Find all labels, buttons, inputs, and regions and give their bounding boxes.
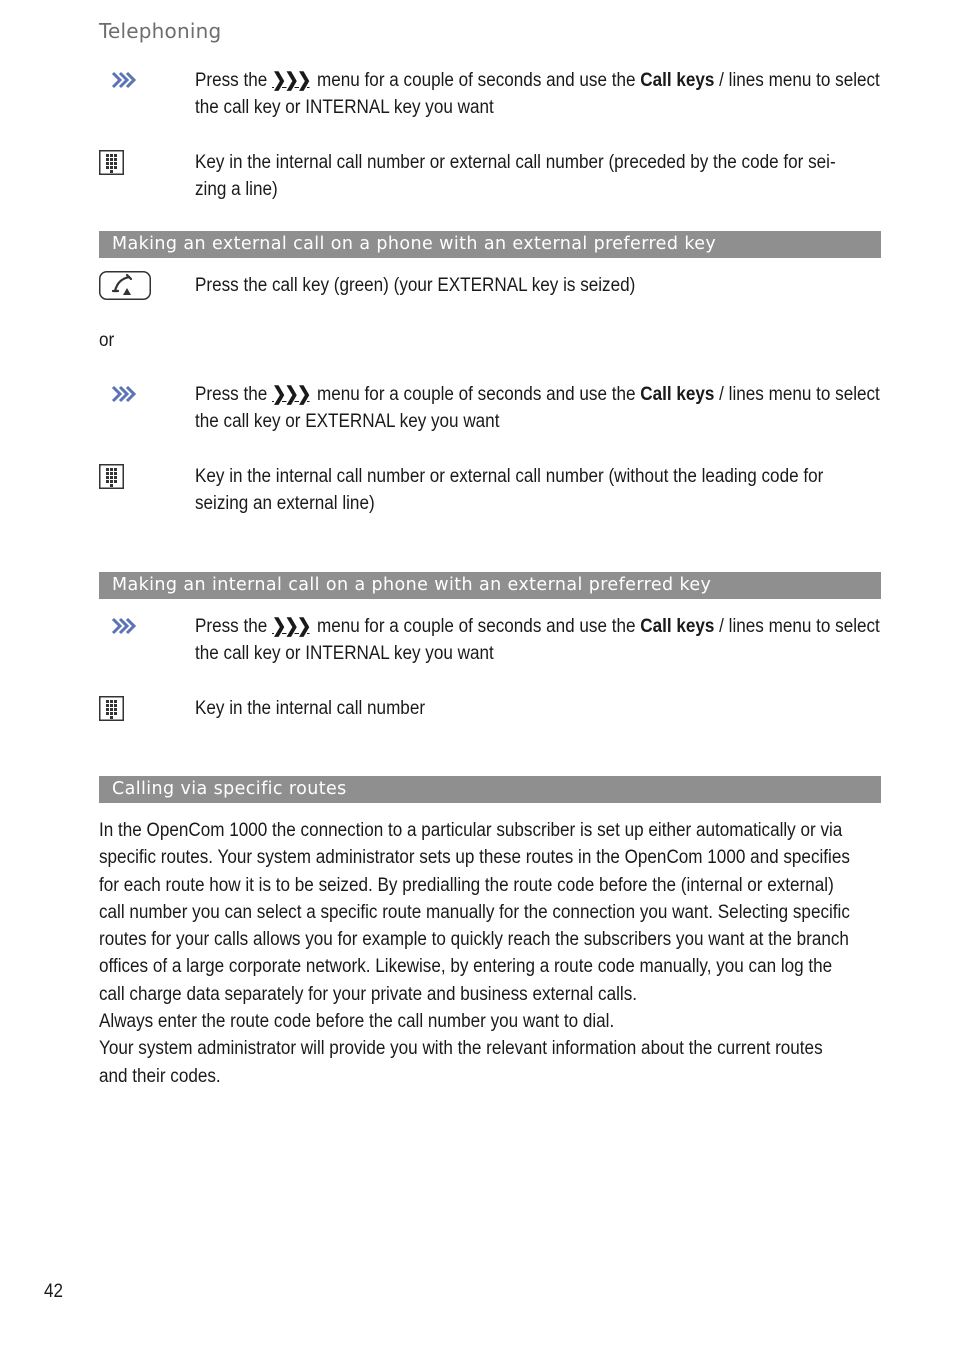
call-keys-label: Call keys xyxy=(640,384,715,405)
step-text-line2: seizing an external line) xyxy=(195,493,375,514)
paragraph-line: offices of a large corporate network. Likewise, by entering a route code manually, you can log the xyxy=(99,956,833,978)
routes-paragraph xyxy=(99,817,850,1090)
paragraph-line: Your system administrator will provide you with the relevant information about the current routes xyxy=(99,1038,823,1060)
paragraph-line: specific routes. Your system administrator sets up these routes in the OpenCom 1000 and specifies xyxy=(99,847,850,869)
call-keys-label: Call keys xyxy=(640,70,715,91)
step-text-line1: Key in the internal call number or external call number (without the leading code for xyxy=(195,466,824,487)
step-text-mid: menu for a couple of seconds and use the xyxy=(317,616,636,637)
step-text-line2: the call key or INTERNAL key you want xyxy=(195,643,494,664)
step-text xyxy=(195,149,836,203)
step-text-mid: menu for a couple of seconds and use the xyxy=(317,384,636,405)
step-text-pre: Press the xyxy=(195,384,268,405)
step-text-post: / lines menu to select xyxy=(719,616,880,637)
paragraph-line: call charge data separately for your private and business external calls. xyxy=(99,983,638,1005)
section-heading-internal-call: Making an internal call on a phone with an external preferred key xyxy=(99,572,881,599)
step-text-line1: Key in the internal call number or external call number (preceded by the code for sei- xyxy=(195,152,836,173)
step-text-mid: menu for a couple of seconds and use the xyxy=(317,70,636,91)
running-head: Telephoning xyxy=(99,19,222,43)
menu-key-glyph: ❯❯❯ xyxy=(271,70,310,91)
call-key-icon xyxy=(99,271,151,306)
or-label: or xyxy=(99,330,115,351)
paragraph-line: In the OpenCom 1000 the connection to a particular subscriber is set up either automatically or via xyxy=(99,820,843,841)
step-text-line2: zing a line) xyxy=(195,179,278,200)
paragraph-line: routes for your calls allows you for example to quickly reach the subscribers you want at the branch xyxy=(99,929,849,951)
step-text-line1: Key in the internal call number xyxy=(195,698,426,719)
keypad-icon xyxy=(99,150,125,181)
paragraph-line: Always enter the route code before the call number you want to dial. xyxy=(99,1011,615,1033)
menu-key-icon xyxy=(111,71,137,94)
menu-key-icon xyxy=(111,617,137,640)
step-text-post: / lines menu to select xyxy=(719,384,880,405)
step-text-line1: Press the call key (green) (your EXTERNAL key is seized) xyxy=(195,275,636,296)
paragraph-line: for each route how it is to be seized. By predialling the route code before the (internal or external) xyxy=(99,874,834,896)
keypad-icon xyxy=(99,464,125,495)
step-text xyxy=(195,613,880,667)
menu-key-glyph: ❯❯❯ xyxy=(271,384,310,405)
paragraph-line: call number you can select a specific route manually for the connection you want. Selecting specific xyxy=(99,901,850,923)
section-heading-external-call: Making an external call on a phone with an external preferred key xyxy=(99,231,881,258)
call-keys-label: Call keys xyxy=(640,616,715,637)
step-text-line2: the call key or EXTERNAL key you want xyxy=(195,411,500,432)
step-text xyxy=(195,463,824,517)
step-text-pre: Press the xyxy=(195,70,268,91)
step-text xyxy=(195,695,812,722)
step-text-pre: Press the xyxy=(195,616,268,637)
keypad-icon xyxy=(99,696,125,727)
step-text xyxy=(195,67,880,121)
menu-key-glyph: ❯❯❯ xyxy=(271,616,310,637)
menu-key-icon xyxy=(111,385,137,408)
step-text xyxy=(195,272,812,299)
step-text-post: / lines menu to select xyxy=(719,70,880,91)
page-number: 42 xyxy=(44,1281,64,1302)
section-heading-routes: Calling via specific routes xyxy=(99,776,881,803)
step-text xyxy=(195,381,880,435)
paragraph-line: and their codes. xyxy=(99,1065,221,1087)
step-text-line2: the call key or INTERNAL key you want xyxy=(195,97,494,118)
